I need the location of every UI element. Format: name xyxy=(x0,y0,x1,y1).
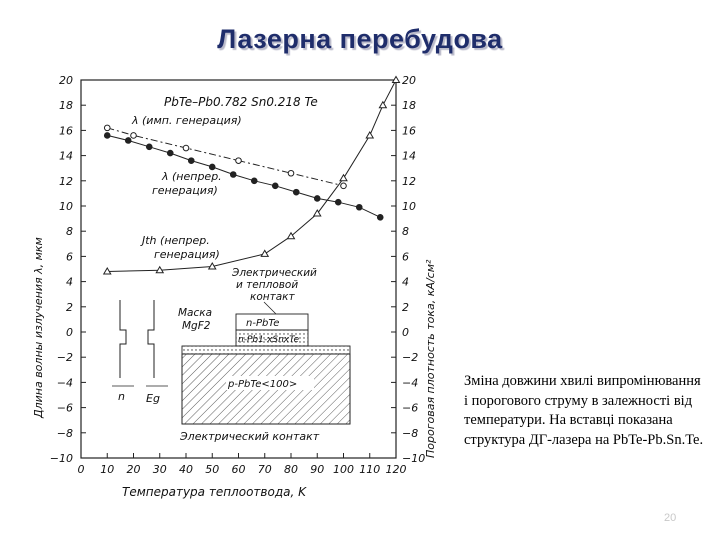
y2-tick-label: 18 xyxy=(402,99,416,113)
y-tick-label: −8 xyxy=(56,426,73,440)
x-tick-label: 0 xyxy=(77,463,85,476)
inset-contact-top-3: контакт xyxy=(250,291,295,303)
caption-text: Зміна довжини хвилі випромінювання і порогового струму в залежності від температури. На вставці показана структура ДГ-лазера на PbTe-Pb.Sn.Te. xyxy=(464,373,704,448)
data-point xyxy=(377,215,383,221)
inset-profile-n-label: n xyxy=(118,390,125,403)
y-tick-label: 10 xyxy=(59,200,73,213)
data-point xyxy=(104,133,110,139)
x-tick-label: 70 xyxy=(257,463,272,476)
slide-caption xyxy=(464,372,704,450)
data-point xyxy=(230,172,236,178)
inset-profile-n xyxy=(120,300,126,378)
y-tick-label: −10 xyxy=(49,452,73,465)
inset-profile-eg xyxy=(148,300,154,378)
x-tick-label: 30 xyxy=(152,463,167,476)
y2-tick-label: 20 xyxy=(402,74,416,87)
y2-tick-label: 4 xyxy=(402,275,409,289)
x-tick-labels xyxy=(78,463,407,476)
y-tick-label: −2 xyxy=(56,351,73,365)
inset-contact-leader xyxy=(264,302,276,314)
label-cw-1: λ (непрер. xyxy=(162,170,222,183)
data-point xyxy=(131,133,137,139)
data-point xyxy=(104,125,110,131)
x-tick-label: 90 xyxy=(310,463,325,476)
data-point xyxy=(251,178,257,184)
x-tick-label: 10 xyxy=(100,463,115,476)
right-axis-label: Пороговая плотность тока, кА/см² xyxy=(424,259,437,458)
y2-tick-label: 10 xyxy=(402,200,416,213)
slide-title: Лазерна перебудова xyxy=(217,24,503,54)
inset-layer-active: n-Pb1-xSnxTe xyxy=(238,335,300,345)
x-tick-label: 20 xyxy=(126,463,141,476)
y-tick-label: 16 xyxy=(59,124,73,138)
y2-tick-label: −4 xyxy=(402,376,419,390)
data-point xyxy=(288,170,294,176)
inset-contact-top-1: Электрический xyxy=(232,267,317,279)
data-point xyxy=(261,250,268,256)
data-point xyxy=(314,196,320,202)
label-cw-2: генерация) xyxy=(152,184,218,197)
label-threshold-2: генерация) xyxy=(154,248,220,261)
y2-tick-label: 14 xyxy=(402,149,416,163)
inset-layer-n: n-PbTe xyxy=(246,318,280,329)
y-tick-label: 2 xyxy=(66,300,73,314)
chart-figure xyxy=(14,68,454,508)
y2-tick-label: 2 xyxy=(402,300,409,314)
inset-contact-bottom: Электрический контакт xyxy=(180,430,320,443)
data-point xyxy=(146,144,152,150)
data-point xyxy=(236,158,242,164)
y2-tick-label: 16 xyxy=(402,124,416,138)
y2-tick-label: −2 xyxy=(402,351,419,365)
label-threshold-1: Jth (непрер. xyxy=(142,234,210,247)
data-point xyxy=(167,150,173,156)
y-tick-label: 18 xyxy=(59,99,73,113)
y-tick-label: 20 xyxy=(59,74,73,87)
left-tick-labels xyxy=(50,74,73,465)
label-pulsed: λ (имп. генерация) xyxy=(132,114,242,127)
data-point xyxy=(209,164,215,170)
data-point xyxy=(341,183,347,189)
y-tick-label: 4 xyxy=(66,275,73,289)
slide-number: 20 xyxy=(664,512,677,524)
y2-tick-label: −8 xyxy=(402,426,419,440)
x-axis-label: Температура теплоотвода, K xyxy=(122,485,306,499)
data-point xyxy=(183,145,189,151)
inset-mask-2: MgF2 xyxy=(182,320,211,332)
y2-tick-label: −10 xyxy=(402,452,426,465)
data-point xyxy=(379,102,386,108)
y2-tick-label: 6 xyxy=(402,250,409,264)
data-point xyxy=(272,183,278,189)
data-point xyxy=(340,175,347,181)
y-tick-label: 6 xyxy=(66,250,73,264)
inset-mask-1: Маска xyxy=(178,307,213,319)
inset-profile-eg-label: Eg xyxy=(146,392,160,405)
y2-tick-label: 12 xyxy=(402,174,416,188)
data-point xyxy=(335,199,341,205)
y-tick-label: 14 xyxy=(59,149,73,163)
x-tick-label: 80 xyxy=(284,463,298,476)
y2-tick-label: 8 xyxy=(402,225,409,239)
y-tick-label: −4 xyxy=(56,376,73,390)
y2-tick-label: 0 xyxy=(402,326,409,339)
inset-mask-layer xyxy=(182,346,350,354)
y-tick-label: −6 xyxy=(56,401,73,415)
data-point xyxy=(366,132,373,138)
composition-label: PbTe–Pb0.782 Sn0.218 Te xyxy=(164,95,318,109)
y-tick-label: 12 xyxy=(59,174,73,188)
x-tick-label: 100 xyxy=(333,463,354,476)
x-tick-label: 120 xyxy=(385,463,407,476)
y2-tick-label: −6 xyxy=(402,401,419,415)
data-point xyxy=(188,158,194,164)
y-tick-label: 0 xyxy=(66,326,73,339)
x-tick-label: 110 xyxy=(359,463,381,476)
series-line xyxy=(107,128,343,186)
inset-contact-top-2: и тепловой xyxy=(236,279,299,291)
left-axis-label: Длина волны излучения λ, мкм xyxy=(32,237,45,418)
x-tick-label: 50 xyxy=(205,463,220,476)
x-tick-label: 40 xyxy=(179,463,193,476)
inset-substrate-label: p-PbTe<100> xyxy=(228,379,298,390)
x-tick-label: 60 xyxy=(231,463,246,476)
right-tick-labels xyxy=(402,74,425,465)
y-tick-label: 8 xyxy=(66,225,73,239)
data-point xyxy=(125,138,131,144)
data-point xyxy=(293,189,299,195)
data-point xyxy=(356,204,362,210)
inset-structure xyxy=(112,267,350,443)
